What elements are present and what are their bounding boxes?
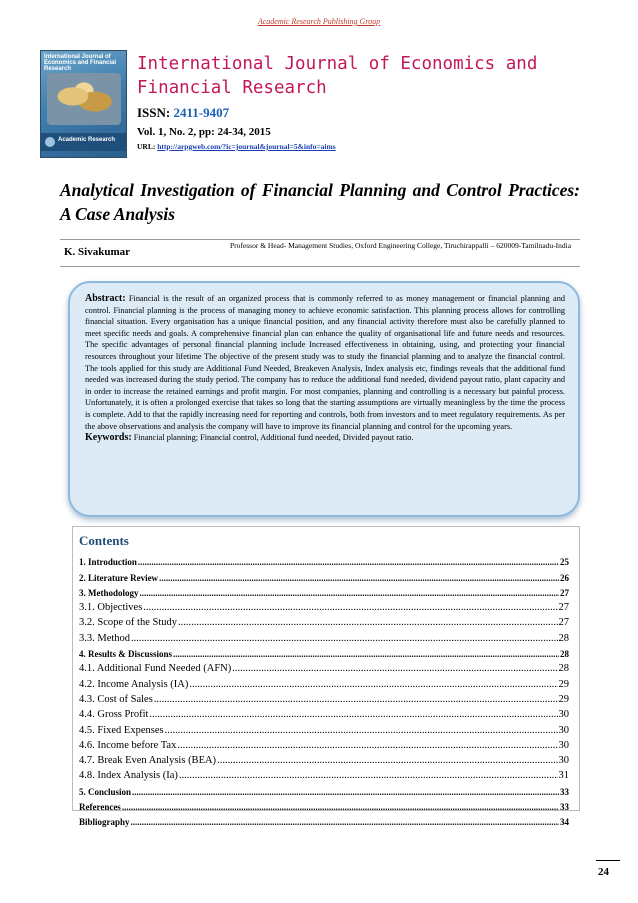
toc-leader-dots (178, 617, 558, 628)
toc-leader-dots (189, 679, 557, 690)
toc-entry-page: 27 (558, 617, 569, 629)
toc-entry-title: Bibliography (79, 817, 130, 828)
toc-entry-title: 3.2. Scope of the Study (79, 617, 177, 629)
toc-entry-title: 4. Results & Discussions (79, 649, 173, 660)
toc-entry-title: 1. Introduction (79, 557, 137, 568)
toc-entry-title: 4.5. Fixed Expenses (79, 724, 164, 736)
toc-leader-dots (140, 588, 560, 598)
toc-entry[interactable] (73, 797, 579, 812)
toc-entry-page: 29 (558, 678, 569, 690)
journal-cover-image (40, 50, 127, 158)
toc-entry-title: 4.6. Income before Tax (79, 739, 177, 751)
toc-entry-page: 31 (558, 770, 569, 782)
url-line (137, 142, 336, 151)
paper-title: Analytical Investigation of Financial Planning and Control Practices: A Case Analysis (60, 180, 580, 224)
toc-entry[interactable] (73, 720, 579, 735)
toc-leader-dots (179, 770, 558, 781)
toc-entry[interactable] (73, 628, 579, 643)
toc-entry[interactable] (73, 812, 579, 827)
keywords-text: Financial planning; Financial control, Additional fund needed, Divided payout ratio. (133, 433, 414, 443)
toc-entry[interactable] (73, 781, 579, 796)
coins-illustration (47, 73, 121, 125)
toc-leader-dots (217, 755, 557, 766)
toc-entry-page: 33 (560, 802, 569, 813)
toc-entry[interactable] (73, 644, 579, 659)
journal-title: International Journal of Economics and Financial Research (137, 54, 538, 98)
toc-entry[interactable] (73, 674, 579, 689)
abstract-paragraph (85, 293, 565, 432)
toc-entry-title: 4.3. Cost of Sales (79, 693, 153, 705)
toc-entry[interactable] (73, 751, 579, 766)
toc-leader-dots (132, 787, 559, 797)
toc-entry-title: 4.1. Additional Fund Needed (AFN) (79, 663, 232, 675)
toc-entry-page: 28 (558, 632, 569, 644)
toc-entry-title: 4.7. Break Even Analysis (BEA) (79, 755, 217, 767)
toc-leader-dots (177, 740, 557, 751)
toc-entry[interactable] (73, 690, 579, 705)
toc-leader-dots (149, 709, 557, 720)
toc-entry[interactable] (73, 736, 579, 751)
toc-entry-page: 27 (560, 587, 569, 598)
toc-entry-title: 3.1. Objectives (79, 602, 143, 614)
abstract-box (68, 281, 580, 517)
toc-entry-page: 30 (558, 724, 569, 736)
author-name: K. Sivakumar (64, 246, 131, 258)
toc-leader-dots (138, 557, 559, 567)
toc-entry-page: 28 (558, 663, 569, 675)
author-block (60, 239, 580, 267)
toc-entry-page: 25 (560, 557, 569, 568)
journal-url-link[interactable]: http://arpgweb.com/?ic=journal&journal=5&info=aims (157, 142, 336, 151)
toc-entry-title: 4.4. Gross Profit (79, 709, 149, 721)
toc-entry-title: 5. Conclusion (79, 786, 132, 797)
toc-entry-title: 3. Methodology (79, 587, 139, 598)
toc-entry-page: 33 (560, 786, 569, 797)
volume-info: Vol. 1, No. 2, pp: 24-34, 2015 (137, 126, 271, 138)
keywords-label: Keywords: (85, 432, 132, 444)
table-of-contents (72, 526, 580, 828)
issn-label: ISSN: (137, 105, 171, 120)
toc-leader-dots (131, 633, 557, 644)
toc-entry-page: 30 (558, 739, 569, 751)
toc-entry-title: 4.2. Income Analysis (IA) (79, 678, 189, 690)
toc-leader-dots (173, 649, 559, 659)
cover-publisher: Academic Research (58, 137, 116, 143)
cover-title: International Journal of Economics and Financial Research (44, 54, 117, 72)
toc-entry-page: 34 (560, 817, 569, 828)
toc-entry-page: 30 (558, 755, 569, 767)
toc-leader-dots (122, 802, 559, 812)
toc-entry[interactable] (73, 705, 579, 720)
toc-entry[interactable] (73, 598, 579, 613)
toc-entry-title: 2. Literature Review (79, 572, 159, 583)
toc-entry-page: 27 (558, 602, 569, 614)
abstract-label: Abstract: (85, 293, 126, 304)
footer-divider (596, 860, 620, 861)
toc-leader-dots (232, 663, 557, 674)
toc-entry-title: 3.3. Method (79, 632, 131, 644)
page-number: 24 (598, 866, 609, 878)
keywords-line (85, 432, 565, 444)
publisher-header[interactable]: Academic Research Publishing Group (257, 17, 381, 26)
toc-entry-page: 26 (560, 572, 569, 583)
publisher-logo-icon (45, 137, 55, 147)
toc-leader-dots (143, 602, 557, 613)
toc-entry-title: References (79, 802, 121, 813)
url-label: URL: (137, 142, 156, 151)
toc-entry-page: 30 (558, 709, 569, 721)
toc-entry[interactable] (73, 613, 579, 628)
abstract-text: Financial is the result of an organized process that is commonly referred to as money management or financial planning and control. Financial planning is the process of managing money to achieve economic satisfaction. This planning process allows for controlling financial situation. Every organisation has a unique financial position, and any financial activity therefore must also be carefully planned to meet specific needs and goals. A comprehensive financial plan can enhance the quality of organisational life and future needs and resources. The specific advantages of personal financial planning include Increased effectiveness in obtaining, using, and protecting your financial resources throughout your lifetime The objective of the present study was to study the financial planning and to analyze the financial control. The tools applied for this study are Additional Fund Needed, Breakeven Analysis, Index analysis etc, findings reveals that the additional fund needed was increased during the study period. The company has to reduce the additional fund needed, dividend payout ratio, plant capacity and in order to increase the retained earnings and profit margin. For most companies, planning and controlling is a necessary but painful process. Unfortunately, it is often a prolonged exercise that takes so long that the starting assumptions are virtually meaningless by the time the process is complete. Add to that the rapidly increasing need for reporting and controls, both from investors and to meet regulatory requirements. As per the above observations and analysis the company will have to improve its financial planning and control for the upcoming years. (85, 294, 565, 431)
toc-leader-dots (159, 573, 559, 583)
toc-entry[interactable] (73, 659, 579, 674)
toc-entry[interactable] (73, 766, 579, 781)
toc-entry-title: 4.8. Index Analysis (Ia) (79, 770, 178, 782)
author-affiliation: Professor & Head- Management Studies, Oxford Engineering College, Tiruchirappalli – 620009-Tamilnadu-India (230, 241, 572, 250)
toc-entry[interactable] (73, 567, 579, 582)
issn-number: 2411-9407 (173, 105, 230, 120)
toc-entry[interactable] (73, 552, 579, 567)
contents-heading: Contents (79, 533, 129, 548)
toc-leader-dots (154, 694, 558, 705)
toc-entry[interactable] (73, 583, 579, 598)
toc-entry-page: 28 (560, 649, 569, 660)
toc-leader-dots (131, 817, 559, 827)
toc-leader-dots (165, 725, 558, 736)
toc-entry-page: 29 (558, 693, 569, 705)
issn-line (137, 105, 229, 121)
toc-list (73, 552, 579, 827)
